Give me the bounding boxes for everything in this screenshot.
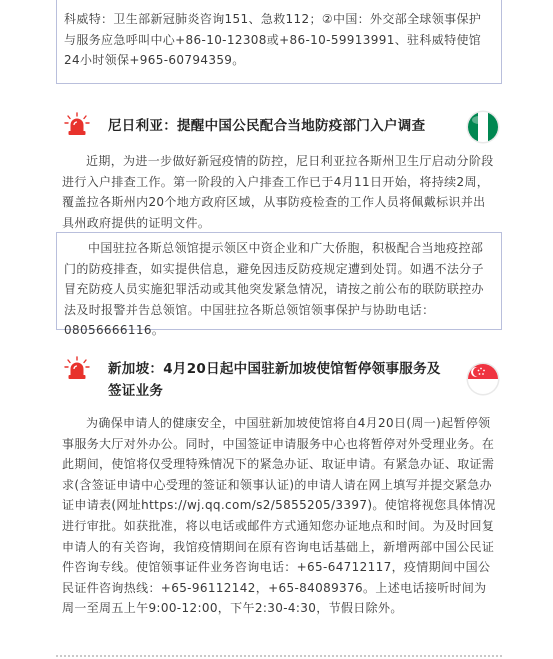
kuwait-contact-text: 科威特：卫生部新冠肺炎咨询151、急救112；②中国：外交部全球领事保护与服务应急呼叫中心+86-10-12308或+86-10-59913991、驻科威特使馆24小时领保+965-60794359。 — [64, 12, 482, 67]
singapore-section-title-line2: 签证业务 — [108, 383, 164, 399]
singapore-paragraph: 为确保申请人的健康安全，中国驻新加坡使馆将自4月20日(周一)起暂停领事服务大厅对外办公。同时，中国签证申请服务中心也将暂停对外受理业务。在此期间，使馆将仅受理特殊情况下的紧急办证、取证申请。有紧急办证、取证需求(含签证申请中心受理的签证和领事认证)的申请人请在网上填写并提交紧急办证申请表(网址https://wj.qq.com/s2/5855205/3397)。使馆将视您具体情况进行审批。如获批准，将以电话或邮件方式通知您办证地点和时间。为及时回复申请人的有关咨询，我馆疫情期间在原有咨询电话基础上，新增两部中国公民证件咨询专线。使馆领事证件业务咨询电话：+65-64712117，疫情期间中国公民证件咨询热线：+65-96112142，+65-84089376。上述电话接听时间为周一至周五上午9:00-12:00，下午2:30-4:30，节假日除外。 — [62, 416, 496, 616]
bottom-divider — [56, 655, 502, 657]
alarm-light-icon — [64, 112, 90, 138]
lagos-consulate-text: 中国驻拉各斯总领馆提示领区中资企业和广大侨胞，积极配合当地疫控部门的防疫排查，如实提供信息，避免因违反防疫规定遭到处罚。如遇不法分子冒充防疫人员实施犯罪活动或其他突发紧急情况，请按之前公布的联防联控办法及时报警并告总领馆。中国驻拉各斯总领馆领事保护与协助电话：08056666116。 — [64, 241, 484, 337]
kuwait-contact-box — [56, 0, 502, 84]
alarm-light-icon — [64, 356, 90, 382]
niger-section-header — [56, 110, 502, 144]
nigeria-flag-icon — [466, 110, 500, 144]
singapore-flag-icon — [466, 362, 500, 396]
singapore-section-title-line1: 新加坡：4月20日起中国驻新加坡使馆暂停领事服务及 — [108, 361, 441, 377]
niger-section-title: 尼日利亚：提醒中国公民配合当地防疫部门入户调查 — [108, 118, 426, 134]
lagos-consulate-box — [56, 232, 502, 337]
singapore-section-header — [56, 354, 502, 404]
niger-paragraph: 近期，为进一步做好新冠疫情的防控，尼日利亚拉各斯州卫生厅启动分阶段进行入户排查工作。第一阶段的入户排查工作已于4月11日开始，将持续2周，覆盖拉各斯州内20个地方政府区域，从事防疫检查的工作人员将佩戴标识并出具州政府提供的证明文件。 — [62, 154, 494, 230]
